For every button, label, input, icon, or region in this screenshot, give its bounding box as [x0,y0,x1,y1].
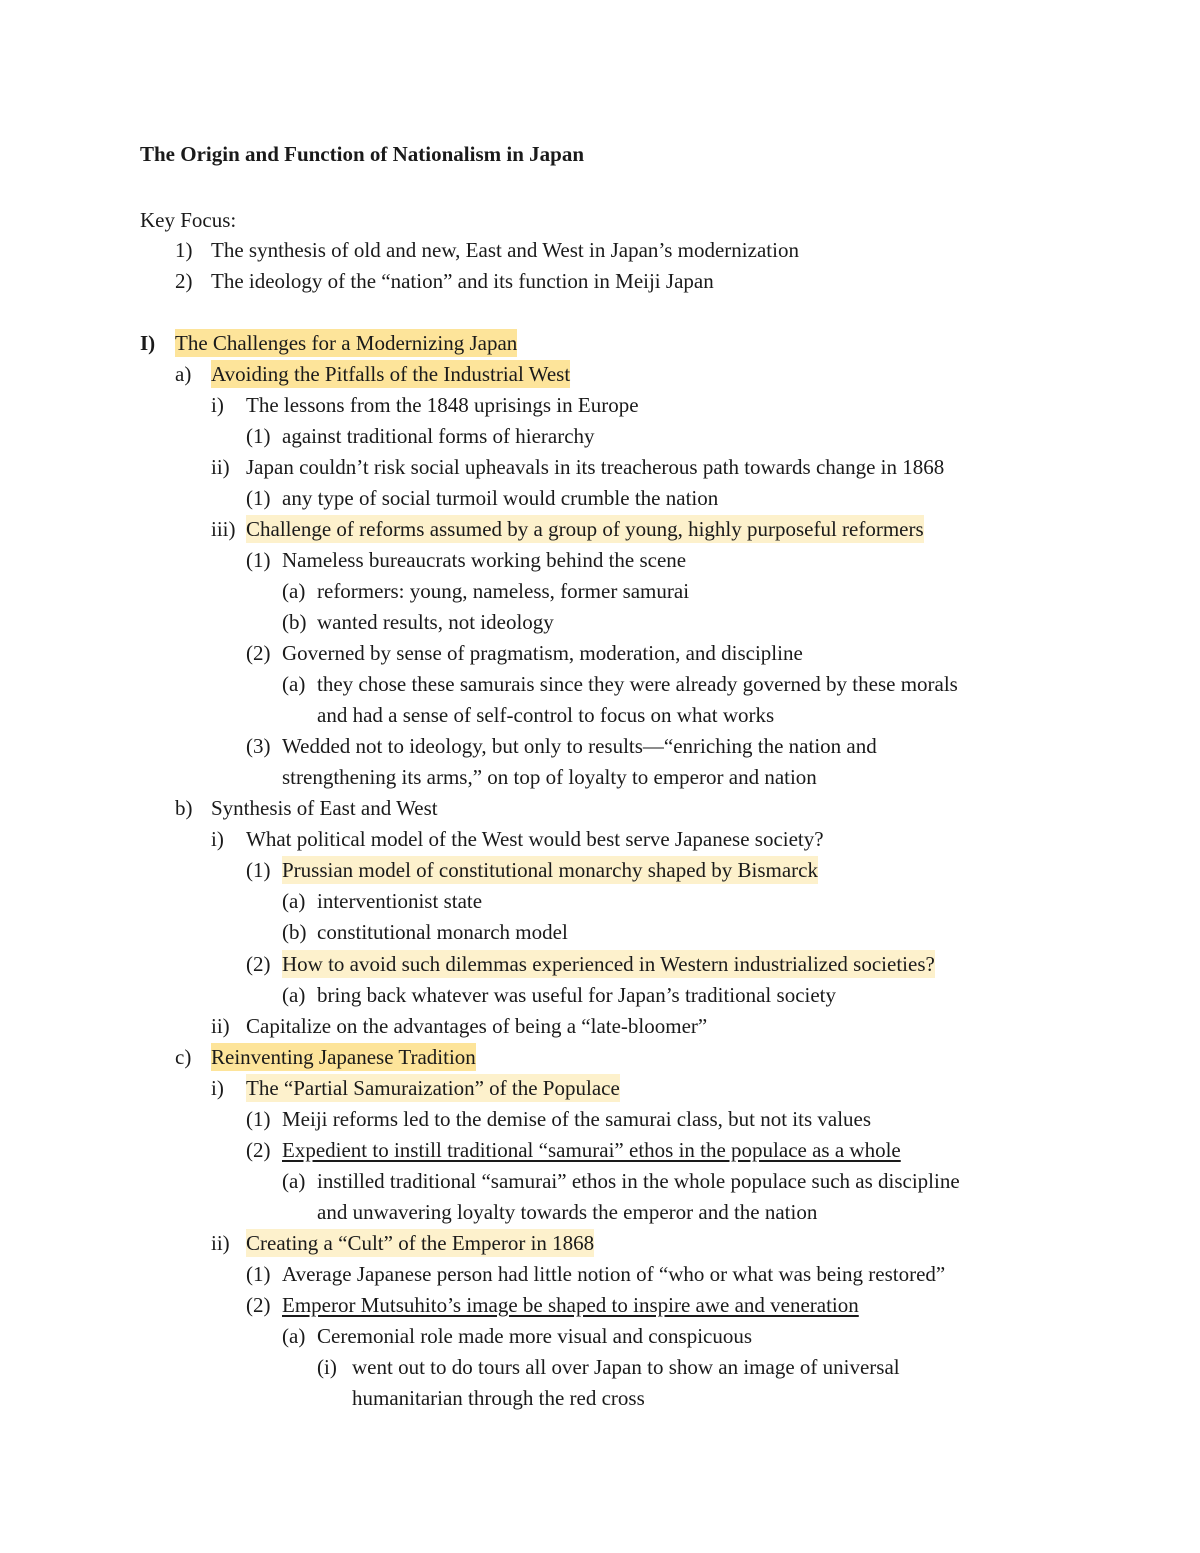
outline-item: Emperor Mutsuhito’s image be shaped to inspire awe and veneration [282,1293,859,1317]
section-heading: The Challenges for a Modernizing Japan [175,331,518,355]
section-marker: I) [140,331,156,355]
outline-marker: (3) [246,734,271,758]
outline-item: Challenge of reforms assumed by a group of young, highly purposeful reformers [246,517,924,541]
outline-item: any type of social turmoil would crumble the nation [282,486,719,510]
outline-marker: i) [211,393,224,417]
outline-marker: ii) [211,455,230,479]
outline-marker: (a) [282,889,306,913]
outline-marker: ii) [211,1231,230,1255]
outline-marker: (b) [282,610,307,634]
outline-marker: a) [175,362,192,386]
outline-marker: i) [211,1076,224,1100]
outline-item-continuation: strengthening its arms,” on top of loyalty to emperor and nation [282,765,817,789]
outline-marker: (1) [246,424,271,448]
outline-item-continuation: and unwavering loyalty towards the emperor and the nation [317,1200,818,1224]
outline-item: they chose these samurais since they were already governed by these morals [317,672,958,696]
outline-item-continuation: humanitarian through the red cross [352,1386,645,1410]
outline-marker: iii) [211,517,236,541]
outline-marker: (a) [282,1324,306,1348]
outline-item: What political model of the West would best serve Japanese society? [246,827,824,851]
subsection-heading: Reinventing Japanese Tradition [211,1045,476,1069]
outline-marker: c) [175,1045,192,1069]
outline-item: Prussian model of constitutional monarchy shaped by Bismarck [282,858,818,882]
subsection-heading: Synthesis of East and West [211,796,438,820]
outline-marker: (1) [246,486,271,510]
outline-marker: (a) [282,1169,306,1193]
outline-item: Creating a “Cult” of the Emperor in 1868 [246,1231,595,1255]
key-focus-marker: 1) [175,238,193,262]
outline-marker: (2) [246,1138,271,1162]
outline-item: wanted results, not ideology [317,610,554,634]
outline-item: against traditional forms of hierarchy [282,424,595,448]
outline-item: Meiji reforms led to the demise of the samurai class, but not its values [282,1107,872,1131]
outline-item: instilled traditional “samurai” ethos in the whole populace such as discipline [317,1169,960,1193]
outline-item-continuation: and had a sense of self-control to focus on what works [317,703,775,727]
outline-marker: (2) [246,641,271,665]
outline-marker: (b) [282,920,307,944]
outline-item: How to avoid such dilemmas experienced in Western industrialized societies? [282,952,935,976]
outline-item: Capitalize on the advantages of being a “late-bloomer” [246,1014,708,1038]
outline-marker: (a) [282,983,306,1007]
outline-item: Average Japanese person had little notion of “who or what was being restored” [282,1262,946,1286]
outline-item: reformers: young, nameless, former samurai [317,579,690,603]
outline-marker: i) [211,827,224,851]
outline-marker: (a) [282,579,306,603]
key-focus-label: Key Focus: [140,208,237,232]
subsection-heading: Avoiding the Pitfalls of the Industrial West [211,362,571,386]
outline-marker: (1) [246,858,271,882]
outline-item: bring back whatever was useful for Japan’s traditional society [317,983,837,1007]
outline-item: interventionist state [317,889,483,913]
outline-item: Nameless bureaucrats working behind the scene [282,548,687,572]
outline-item: constitutional monarch model [317,920,568,944]
outline-item: went out to do tours all over Japan to show an image of universal [352,1355,900,1379]
outline-marker: ii) [211,1014,230,1038]
outline-item: Governed by sense of pragmatism, moderation, and discipline [282,641,803,665]
outline-item: Expedient to instill traditional “samurai” ethos in the populace as a whole [282,1138,901,1162]
key-focus-marker: 2) [175,269,193,293]
outline-item: The “Partial Samuraization” of the Populace [246,1076,620,1100]
outline-marker: (i) [317,1355,337,1379]
outline-marker: (2) [246,952,271,976]
outline-marker: (2) [246,1293,271,1317]
outline-item: Japan couldn’t risk social upheavals in its treacherous path towards change in 1868 [246,455,945,479]
outline-marker: b) [175,796,193,820]
key-focus-item: The ideology of the “nation” and its function in Meiji Japan [211,269,714,293]
key-focus-item: The synthesis of old and new, East and West in Japan’s modernization [211,238,799,262]
outline-marker: (1) [246,548,271,572]
outline-marker: (a) [282,672,306,696]
outline-item: Wedded not to ideology, but only to results—“enriching the nation and [282,734,877,758]
outline-marker: (1) [246,1107,271,1131]
outline-item: Ceremonial role made more visual and conspicuous [317,1324,753,1348]
document-title: The Origin and Function of Nationalism in Japan [140,142,585,166]
outline-item: The lessons from the 1848 uprisings in Europe [246,393,639,417]
outline-marker: (1) [246,1262,271,1286]
